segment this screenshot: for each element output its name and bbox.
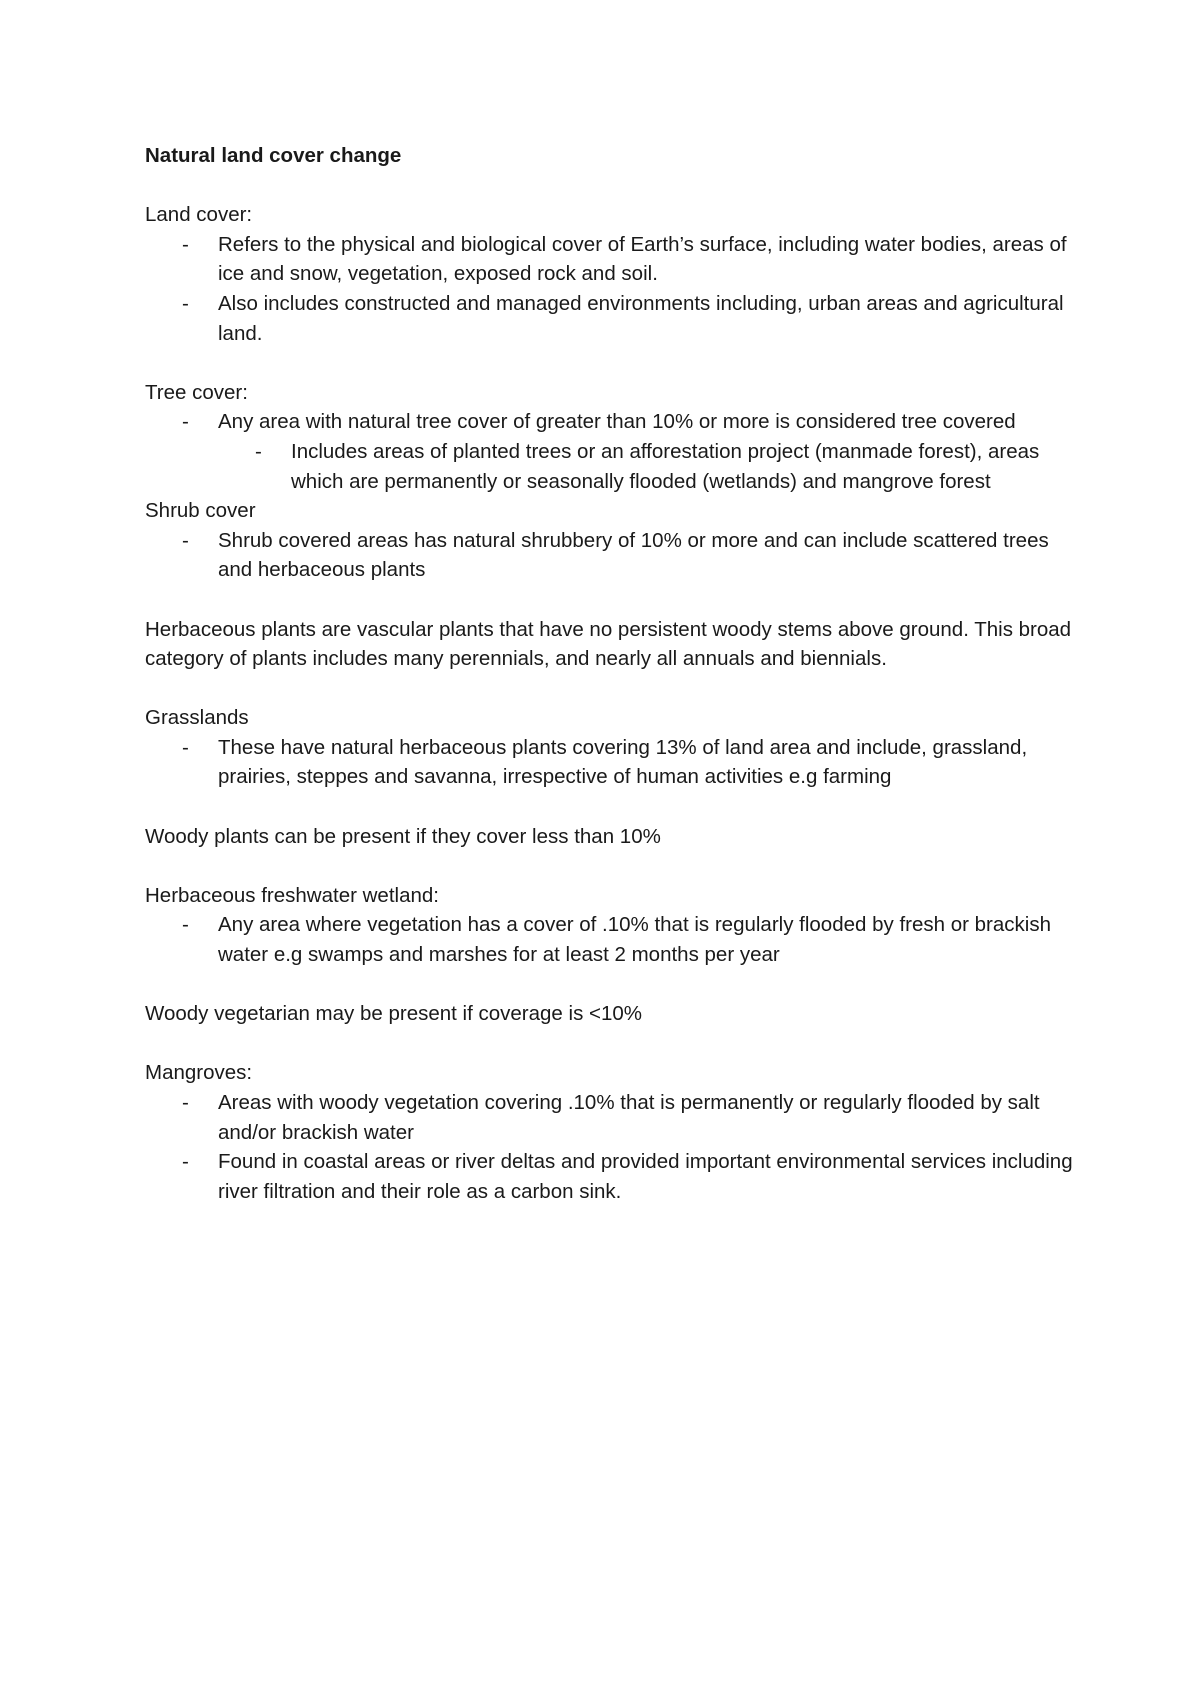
list-item: - Shrub covered areas has natural shrubbery of 10% or more and can include scattered trees and herbaceous plants (145, 526, 1085, 585)
shrub-cover-list (145, 526, 1085, 585)
tree-cover-sublist (145, 437, 1085, 496)
document-title: Natural land cover change (145, 144, 402, 167)
spacer (145, 585, 1085, 615)
grasslands-heading: Grasslands (145, 706, 249, 730)
tree-cover-list (145, 407, 1085, 437)
list-item: - Any area with natural tree cover of greater than 10% or more is considered tree covered (145, 407, 1085, 437)
spacer (145, 1029, 1085, 1059)
shrub-cover-heading: Shrub cover (145, 499, 256, 523)
list-item: - Found in coastal areas or river deltas and provided important environmental services including river filtration and their role as a carbon sink. (145, 1147, 1085, 1206)
spacer (145, 970, 1085, 1000)
list-item: - Areas with woody vegetation covering .10% that is permanently or regularly flooded by salt and/or brackish water (145, 1088, 1085, 1147)
land-cover-list (145, 230, 1085, 348)
list-item: - Any area where vegetation has a cover of .10% that is regularly flooded by fresh or brackish water e.g swamps and marshes for at least 2 months per year (145, 910, 1085, 969)
list-item: - Includes areas of planted trees or an afforestation project (manmade forest), areas which are permanently or seasonally flooded (wetlands) and mangrove forest (145, 437, 1085, 496)
list-item: - Also includes constructed and managed environments including, urban areas and agricultural land. (145, 289, 1085, 348)
list-item: - Refers to the physical and biological cover of Earth’s surface, including water bodies, areas of ice and snow, vegetation, exposed rock and soil. (145, 230, 1085, 289)
grasslands-list (145, 733, 1085, 792)
list-item: - These have natural herbaceous plants covering 13% of land area and include, grassland, prairies, steppes and savanna, irrespective of human activities e.g farming (145, 733, 1085, 792)
spacer (145, 171, 1085, 201)
tree-cover-heading: Tree cover: (145, 380, 248, 404)
mangroves-heading: Mangroves: (145, 1061, 253, 1085)
spacer (145, 851, 1085, 881)
document-page (145, 141, 1085, 1206)
woody-vegetarian-note: Woody vegetarian may be present if coverage is <10% (145, 1002, 643, 1026)
spacer (145, 792, 1085, 822)
mangroves-list (145, 1088, 1085, 1206)
spacer (145, 674, 1085, 704)
wetland-list (145, 910, 1085, 969)
herbaceous-note: Herbaceous plants are vascular plants that have no persistent woody stems above ground. This broad category of plants includes many perennials, and nearly all annuals and biennials. (145, 617, 1072, 671)
land-cover-heading: Land cover: (145, 203, 253, 227)
wetland-heading: Herbaceous freshwater wetland: (145, 883, 439, 907)
spacer (145, 348, 1085, 378)
woody-plants-note: Woody plants can be present if they cover less than 10% (145, 824, 661, 848)
